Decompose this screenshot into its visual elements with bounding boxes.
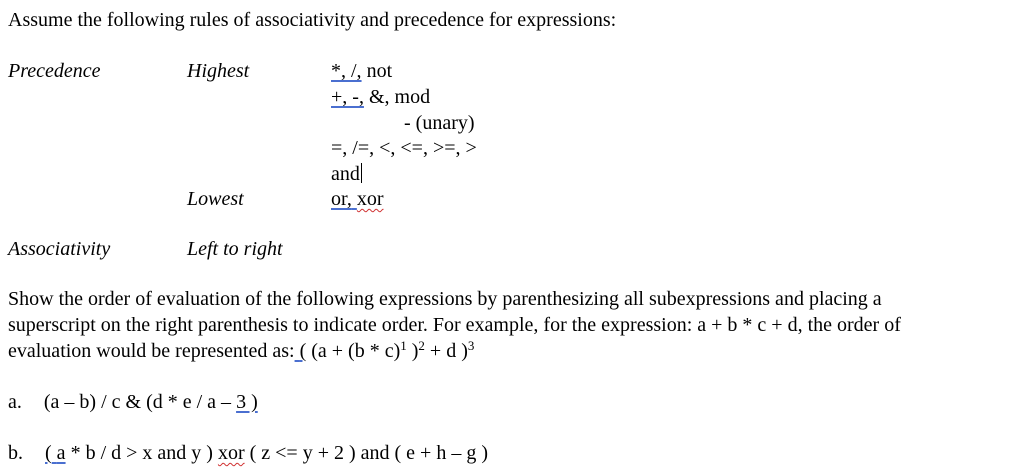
lowest-label: Lowest	[187, 188, 244, 210]
not-operator: not	[361, 60, 393, 82]
mul-div-operators: *, /,	[331, 60, 362, 82]
example-part-3: + d )	[424, 340, 468, 362]
precedence-label: Precedence	[8, 60, 101, 82]
problem-b-var-a: a	[56, 442, 66, 464]
associativity-value: Left to right	[187, 238, 283, 260]
problem-b-open-paren: (	[45, 442, 52, 464]
problem-a-label: a.	[8, 391, 22, 413]
text-cursor	[361, 163, 362, 183]
example-open-paren: (	[299, 340, 307, 362]
intro-text: Assume the following rules of associativity and precedence for expressions:	[8, 9, 617, 31]
problem-b	[8, 443, 488, 463]
problem-b-label: b.	[8, 442, 23, 464]
instructions-line-3: evaluation would be represented as: ( (a + (b * c)$^1$ )$^2$ + d )$^3$	[8, 338, 475, 362]
precedence-row-2	[331, 87, 430, 107]
example-part-2: )	[406, 340, 419, 362]
precedence-row-1	[331, 61, 392, 81]
problem-b-xor: xor	[217, 442, 245, 464]
highest-label: Highest	[187, 60, 250, 82]
and-operator: and	[331, 163, 360, 185]
problem-b-expression-1: * b / d > x and y )	[65, 442, 218, 464]
problem-b-expression-2: ( z <= y + 2 ) and ( e + h – g )	[244, 442, 488, 464]
problem-a	[8, 392, 258, 412]
add-sub-operators: +, -,	[331, 86, 364, 108]
example-sup-2: 2	[418, 338, 425, 353]
precedence-row-4: =, /=, <, <=, >=, >	[331, 137, 477, 159]
concat-mod-operators: &, mod	[363, 86, 431, 108]
associativity-label: Associativity	[8, 238, 111, 260]
example-sup-3: 3	[467, 338, 475, 353]
or-operator: or,	[331, 188, 352, 210]
precedence-row-6	[331, 189, 384, 209]
instructions-line-2: superscript on the right parenthesis to indicate order. For example, for the expression: a + b * c + d, the order of	[8, 314, 901, 336]
example-part-1: (a + (b * c)	[306, 340, 401, 362]
precedence-row-3: - (unary)	[404, 112, 475, 134]
problem-a-expression: (a – b) / c & (d * e / a –	[43, 391, 237, 413]
precedence-row-5	[331, 163, 362, 184]
example-sup-1: 1	[400, 338, 407, 353]
problem-a-expression-end: 3 )	[236, 391, 258, 413]
instructions-line-1: Show the order of evaluation of the following expressions by parenthesizing all subexpressions and placing a	[8, 288, 882, 310]
xor-operator: xor	[356, 188, 384, 210]
